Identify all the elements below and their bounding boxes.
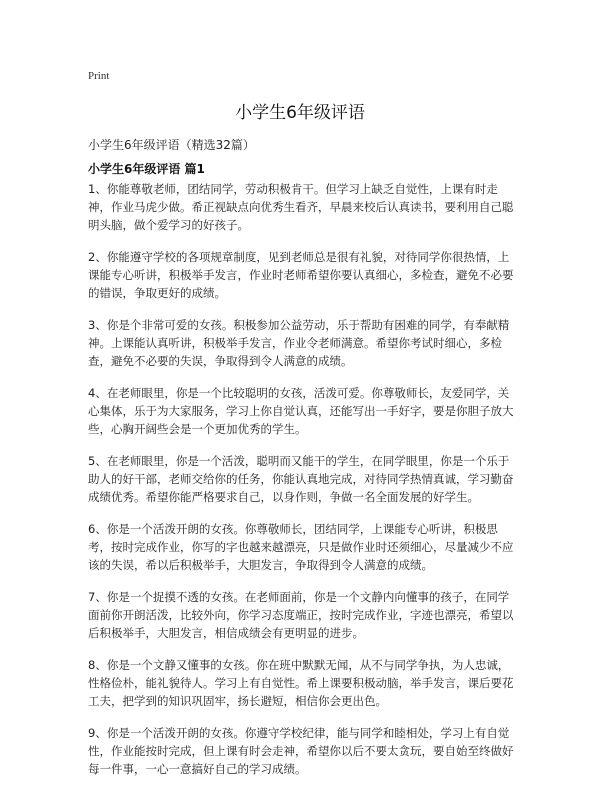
paragraph: 9、你是一个活泼开朗的女孩。你遵守学校纪律，能与同学和睦相处，学习上有自觉性，作业能按时完成，但上课有时会走神，希望你以后不要太贪玩，要自始至终做好每一件事，一心一意搞好自己的学习成绩。 (88, 726, 514, 776)
document-subtitle: 小学生6年级评语（精选32篇） (88, 138, 255, 152)
section-heading: 小学生6年级评语 篇1 (88, 162, 205, 176)
paragraph-list (88, 180, 518, 792)
paragraph: 1、你能尊敬老师，团结同学，劳动积极肯干。但学习上缺乏自觉性，上课有时走神，作业马虎少做。希正视缺点向优秀生看齐，早晨来校后认真读书，要利用自己聪明头脑，做个爱学习的好孩子。 (88, 182, 514, 232)
paragraph: 3、你是个非常可爱的女孩。积极参加公益劳动，乐于帮助有困难的同学，有奉献精神。上课能认真听讲，积极举手发言，作业令老师满意。希望你考试时细心，多检查，避免不必要的失误，争取得到令人满意的成绩。 (88, 318, 510, 368)
paragraph: 7、你是一个捉摸不透的女孩。在老师面前，你是一个文静内向懂事的孩子，在同学面前你开朗活泼，比较外向，你学习态度端正，按时完成作业，字迹也漂亮，希望以后积极举手，大胆发言，相信成绩会有更明显的进步。 (88, 590, 514, 640)
page-title: 小学生6年级评语 (235, 103, 365, 123)
paragraph: 4、在老师眼里，你是一个比较聪明的女孩，活泼可爱。你尊敬师长，友爱同学，关心集体，乐于为大家服务，学习上你自觉认真，还能写出一手好字，要是你胆子放大些，心胸开阔些会是一个更加优秀的学生。 (88, 386, 514, 436)
print-link[interactable]: Print (88, 70, 110, 82)
paragraph: 6、你是一个活泼开朗的女孩。你尊敬师长，团结同学，上课能专心听讲，积极思考，按时完成作业，你写的字也越来越漂亮，只是做作业时还须细心，尽量减少不应该的失误，希以后积极举手，大胆发言，争取得到令人满意的成绩。 (88, 522, 514, 572)
paragraph: 2、你能遵守学校的各项规章制度，见到老师总是很有礼貌，对待同学你很热情，上课能专心听讲，积极举手发言，作业时老师希望你要认真细心，多检查，避免不必要的错误，争取更好的成绩。 (88, 250, 514, 300)
paragraph: 5、在老师眼里，你是一个活泼，聪明而又能干的学生，在同学眼里，你是一个乐于助人的好干部，老师交给你的任务，你能认真地完成，对待同学热情真诚，学习勤奋成绩优秀。希望你能严格要求自己，以身作则，争做一名全面发展的好学生。 (88, 454, 514, 504)
paragraph: 8、你是一个文静又懂事的女孩。你在班中默默无闻，从不与同学争执，为人忠诚，性格俭朴，能礼貌待人。学习上有自觉性。希上课要积极动脑，举手发言，课后要花工夫，把学到的知识巩固牢，扬长避短，相信你会更出色。 (88, 658, 514, 708)
